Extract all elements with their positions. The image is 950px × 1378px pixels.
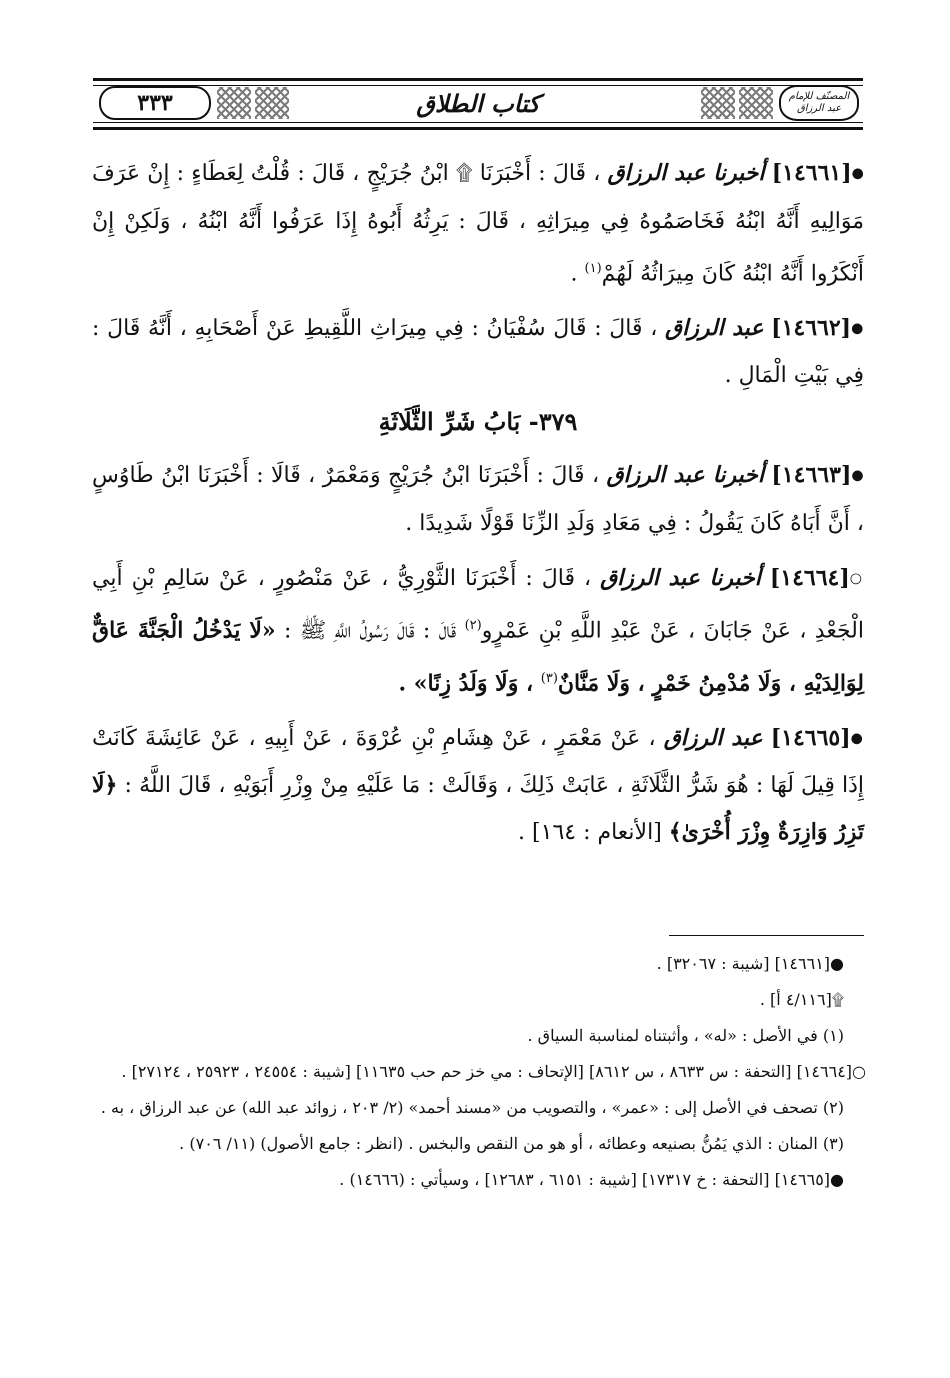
- hadith-text: ، قَالَ : أَخْبَرَنَا الثَّوْرِيُّ ، عَنْ مَنْصُورٍ ، عَنْ سَالِمِ بْنِ أَبِي الْجَعْدِ ، عَنْ جَابَانَ ، عَنْ عَبْدِ اللَّهِ بْنِ عَمْرٍو: [92, 565, 864, 644]
- footnote-ref: (٢): [464, 618, 482, 634]
- hadith-14662: [92, 305, 864, 400]
- footnotes: [86, 946, 866, 1198]
- footnote-ref: (٣): [540, 670, 558, 686]
- book-seal-logo: المصنّف للإمام عبد الرزاق: [779, 85, 859, 121]
- chapter-heading: ٣٧٩- بَابُ شَرِّ الثَّلَاثَةِ: [378, 407, 578, 437]
- footnote-1: (١) في الأصل : «له» ، وأثبتناه لمناسبة السياق .: [527, 1026, 844, 1045]
- hadith-number: [١٤٦٦٥]: [770, 724, 851, 751]
- hadith-text: قَالَ : قَالَ رَسُولُ اللَّهِ ﷺ :: [275, 618, 465, 644]
- bullet-marker: ●: [850, 730, 864, 747]
- prophetic-quote: «لَا يَدْخُلُ الْجَنَّةَ عَاقٌّ لِوَالِدَيْهِ ، وَلَا مُدْمِنُ خَمْرٍ ، وَلَا مَنَّانٌ: [92, 617, 864, 696]
- main-text: [92, 150, 864, 864]
- hadith-14664: [92, 555, 864, 707]
- footnote-source: ●[١٤٦٦٥] [التحفة : خ ١٧٣١٧] [شيبة : ٦١٥١ ، ١٢٦٨٣] ، وسيأتي : (١٤٦٦٦) .: [339, 1170, 844, 1189]
- hadith-number: [١٤٦٦١]: [771, 160, 852, 186]
- narrator: أخبرنا عبد الرزاق: [606, 462, 765, 489]
- verse-reference: [الأنعام : ١٦٤] .: [518, 820, 669, 846]
- hadith-14661: [92, 150, 864, 297]
- circle-marker: ○: [849, 570, 865, 587]
- bullet-marker: ●: [851, 165, 865, 182]
- quran-verse: ﴿لَا تَزِرُ وَازِرَةٌ وِزْرَ أُخْرَىٰ﴾: [92, 772, 864, 846]
- footnote-ref: (١): [584, 260, 602, 276]
- hadith-text: ، قَالَ : قَالَ سُفْيَانُ : فِي مِيرَاثِ اللَّقِيطِ عَنْ أَصْحَابِهِ ، أَنَّهُ قَالَ : فِي بَيْتِ الْمَالِ .: [92, 315, 864, 389]
- chapter-title: كتاب الطلاق: [416, 89, 540, 118]
- footnote-source: ○[١٤٦٦٤] [التحفة : س ٨٦٣٣ ، س ٨٦١٢] [الإتحاف : مي خز حم حب ١١٦٣٥] [شيبة : ٢٤٥٥٤ ، ٢٥٩٢٣ ، ٢٧١٢٤] .: [121, 1062, 866, 1081]
- bullet-marker: ●: [851, 467, 864, 484]
- hadith-number: [١٤٦٦٢]: [771, 314, 852, 341]
- ornament-icon: [255, 87, 289, 119]
- narrator: أخبرنا عبد الرزاق: [600, 564, 761, 591]
- hadith-14663: [92, 452, 864, 547]
- ornament-icon: [217, 87, 251, 119]
- narrator: عبد الرزاق: [665, 314, 764, 341]
- hadith-number: [١٤٦٦٤]: [769, 564, 850, 591]
- hadith-number: [١٤٦٦٣]: [771, 462, 852, 489]
- hadith-text: ، قَالَ : أَخْبَرَنَا ابْنُ جُرَيْجٍ وَمَعْمَرٌ ، قَالَا : أَخْبَرَنَا ابْنُ طَاوُسٍ ، أَنَّ أَبَاهُ كَانَ يَقُولُ : فِي مَعَادِ وَلَدِ الزِّنَا قَوْلًا شَدِيدًا .: [92, 463, 864, 536]
- hadith-text: ، قَالَ : أَخْبَرَنَا ۩ ابْنُ جُرَيْجٍ ، قَالَ : قُلْتُ لِعَطَاءٍ : إِنْ عَرَفَ مَوَالِيهِ أَنَّهُ ابْنُهُ فَخَاصَمُوهُ فِي مِيرَاثِهِ ، قَالَ : يَرِثُهُ أَبُوهُ إِذَا عَرَفُوا أَنَّهُ ابْنُهُ ، وَلَكِنْ إِنْ أَنْكَرُوا أَنَّهُ ابْنُهُ كَانَ مِيرَاثُهُ لَهُمْ: [92, 161, 864, 286]
- hadith-text: ، عَنْ مَعْمَرٍ ، عَنْ هِشَامِ بْنِ عُرْوَةَ ، عَنْ أَبِيهِ ، عَنْ عَائِشَةَ كَانَتْ إِذَا قِيلَ لَهَا : هُوَ شَرُّ الثَّلَاثَةِ ، عَابَتْ ذَلِكَ ، وَقَالَتْ : مَا عَلَيْهِ مِنْ وِزْرِ أَبَوَيْهِ ، قَالَ اللَّهُ :: [92, 725, 864, 799]
- footnote-divider: [669, 935, 864, 936]
- running-header: [93, 78, 863, 130]
- narrator: عبد الرزاق: [663, 724, 763, 751]
- prophetic-quote: ، وَلَا وَلَدُ زِنًا» .: [398, 669, 541, 696]
- bullet-marker: ●: [851, 320, 865, 337]
- hadith-14665: [92, 715, 864, 857]
- footnote-source: ●[١٤٦٦١] [شيبة : ٣٢٠٦٧] .: [656, 954, 844, 973]
- page-number: ٣٣٣: [99, 86, 211, 120]
- footnote-2: (٢) تصحف في الأصل إلى : «عمر» ، والتصويب من «مسند أحمد» (٢/ ٢٠٣ ، زوائد عبد الله) عن عبد الرزاق ، به .: [100, 1098, 844, 1117]
- narrator: أخبرنا عبد الرزاق: [607, 160, 765, 186]
- footnote-folio: ۩[٤/١١٦ أ] .: [759, 990, 844, 1009]
- hadith-end: .: [570, 260, 585, 286]
- footnote-3: (٣) المنان : الذي يَمُنُّ بصنيعه وعطائه ، أو هو من النقص والبخس . (انظر : جامع الأصول) (١١/ ٧٠٦) .: [179, 1134, 844, 1153]
